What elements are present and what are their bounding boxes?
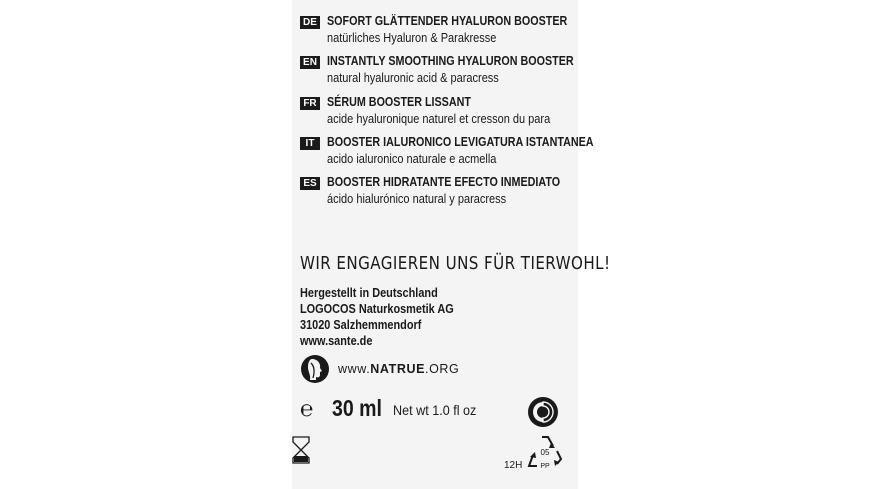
natrue-profile-icon bbox=[300, 354, 330, 384]
product-title: SÉRUM BOOSTER LISSANT bbox=[327, 95, 471, 109]
language-badge: DE bbox=[300, 16, 320, 29]
language-badge: FR bbox=[300, 97, 320, 110]
product-subtitle: ácido hialurónico natural y paracress bbox=[327, 192, 507, 206]
product-title: SOFORT GLÄTTENDER HYALURON BOOSTER bbox=[327, 14, 568, 28]
pao-label: 12H bbox=[504, 460, 523, 471]
address-origin: Hergestellt in Deutschland bbox=[300, 285, 438, 300]
natrue-url-brand: NATRUE bbox=[370, 362, 426, 376]
product-title: BOOSTER HIDRATANTE EFECTO INMEDIATO bbox=[327, 175, 561, 189]
product-subtitle: acide hyaluronique naturel et cresson du para bbox=[327, 112, 551, 126]
natrue-website[interactable] bbox=[338, 362, 459, 376]
recycle-triangle-icon bbox=[525, 433, 565, 471]
product-title: BOOSTER IALURONICO LEVIGATURA ISTANTANEA bbox=[327, 135, 594, 149]
label-panel bbox=[292, 0, 611, 489]
product-title: INSTANTLY SMOOTHING HYALURON BOOSTER bbox=[327, 54, 574, 68]
recycle-material: PP bbox=[540, 463, 550, 470]
product-subtitle: acido ialuronico naturale e acmella bbox=[327, 152, 497, 166]
language-badge: EN bbox=[300, 56, 320, 69]
address-website[interactable]: www.sante.de bbox=[300, 333, 373, 348]
net-weight: Net wt 1.0 fl oz bbox=[393, 402, 477, 418]
product-subtitle: natural hyaluronic acid & paracress bbox=[327, 71, 499, 85]
product-subtitle: natürliches Hyaluron & Parakresse bbox=[327, 31, 497, 45]
volume-amount: 30 ml bbox=[332, 395, 383, 421]
language-badge: ES bbox=[300, 177, 320, 190]
animal-welfare-slogan: WIR ENGAGIEREN UNS FÜR TIERWOHL! bbox=[300, 253, 611, 274]
natrue-url-suffix: .ORG bbox=[425, 362, 460, 376]
natrue-url-prefix: www. bbox=[338, 362, 371, 376]
address-company: LOGOCOS Naturkosmetik AG bbox=[300, 301, 454, 316]
language-badge: IT bbox=[300, 137, 320, 150]
estimated-sign-icon: ℮ bbox=[300, 396, 314, 421]
hourglass-icon bbox=[292, 436, 310, 464]
green-dot-icon bbox=[527, 396, 559, 428]
recycle-code: 05 bbox=[540, 448, 550, 457]
address-city: 31020 Salzhemmendorf bbox=[300, 317, 422, 332]
